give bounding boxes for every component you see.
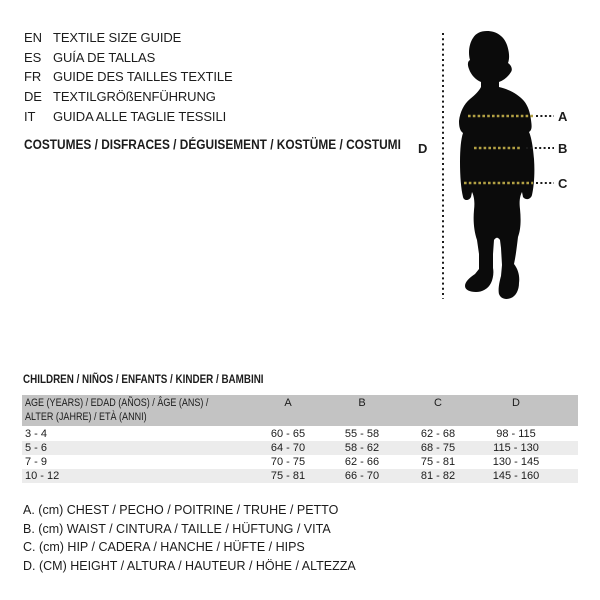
lang-code-en: EN [24,30,42,46]
lang-row-it [24,106,233,126]
column-header-c: C [434,397,442,409]
label-a: A [558,109,568,124]
lang-row-fr [24,67,233,87]
measurement-figure [400,0,600,380]
legend-hip: C. (cm) HIP / CADERA / HANCHE / HÜFTE / HIPS [23,540,305,554]
waist-cell: 62 - 66 [344,456,380,468]
chest-cell: 64 - 70 [270,442,306,454]
chest-cell: 75 - 81 [270,470,306,482]
lang-label-fr: GUIDE DES TAILLES TEXTILE [53,69,233,85]
column-header-a: A [284,397,292,409]
hip-cell: 62 - 68 [420,428,456,440]
waist-cell: 58 - 62 [344,442,380,454]
lang-row-es [24,48,233,68]
waist-cell: 66 - 70 [344,470,380,482]
category-title-text: COSTUMES / DISFRACES / DÉGUISEMENT / KOSTÜME / COSTUMI [24,137,401,152]
waist-cell: 55 - 58 [344,428,380,440]
height-cell: 115 - 130 [493,442,539,454]
label-d: D [418,141,428,156]
height-cell: 98 - 115 [496,428,536,440]
category-title [24,137,452,152]
age-header-cell [22,397,252,426]
age-cell: 10 - 12 [25,470,60,482]
measurement-legend [23,501,356,575]
age-cell: 7 - 9 [25,456,48,468]
label-b: B [558,141,568,156]
chest-cell: 70 - 75 [270,456,306,468]
lang-row-de [24,87,233,107]
lang-row-en [24,28,233,48]
table-row [22,455,578,469]
size-table-header [22,395,578,426]
chest-cell: 60 - 65 [270,428,306,440]
column-header-b: B [358,397,366,409]
lang-label-it: GUIDA ALLE TAGLIE TESSILI [53,108,227,124]
table-row [22,427,578,441]
children-section-title [23,372,316,386]
age-cell: 5 - 6 [25,442,48,454]
legend-chest: A. (cm) CHEST / PECHO / POITRINE / TRUHE / PETTO [23,503,339,517]
height-cell: 130 - 145 [492,456,540,468]
age-header-line1: AGE (YEARS) / EDAD (AÑOS) / ÂGE (ANS) / [25,397,209,409]
table-row [22,469,578,483]
column-header-d: D [512,397,520,409]
child-silhouette [459,31,534,299]
hip-cell: 75 - 81 [420,456,456,468]
lang-label-de: TEXTILGRÖßENFÜHRUNG [53,89,216,105]
hip-cell: 81 - 82 [420,470,456,482]
lang-code-it: IT [24,108,36,124]
legend-height: D. (CM) HEIGHT / ALTURA / HAUTEUR / HÖHE / ALTEZZA [23,558,356,573]
lang-code-fr: FR [24,69,42,85]
label-c: C [558,176,568,191]
table-row [22,441,578,455]
height-cell: 145 - 160 [492,470,540,482]
lang-code-es: ES [24,49,42,65]
language-title-list [24,28,233,126]
age-header-line2: ALTER (JAHRE) / ETÀ (ANNI) [25,410,147,423]
lang-label-en: TEXTILE SIZE GUIDE [53,30,182,46]
lang-code-de: DE [24,89,42,105]
legend-waist: B. (cm) WAIST / CINTURA / TAILLE / HÜFTUNG / VITA [23,521,331,536]
size-table [22,395,578,483]
lang-label-es: GUÍA DE TALLAS [53,49,156,65]
age-cell: 3 - 4 [25,428,48,440]
hip-cell: 68 - 75 [420,442,456,454]
children-section-title-text: CHILDREN / NIÑOS / ENFANTS / KINDER / BAMBINI [23,372,264,386]
